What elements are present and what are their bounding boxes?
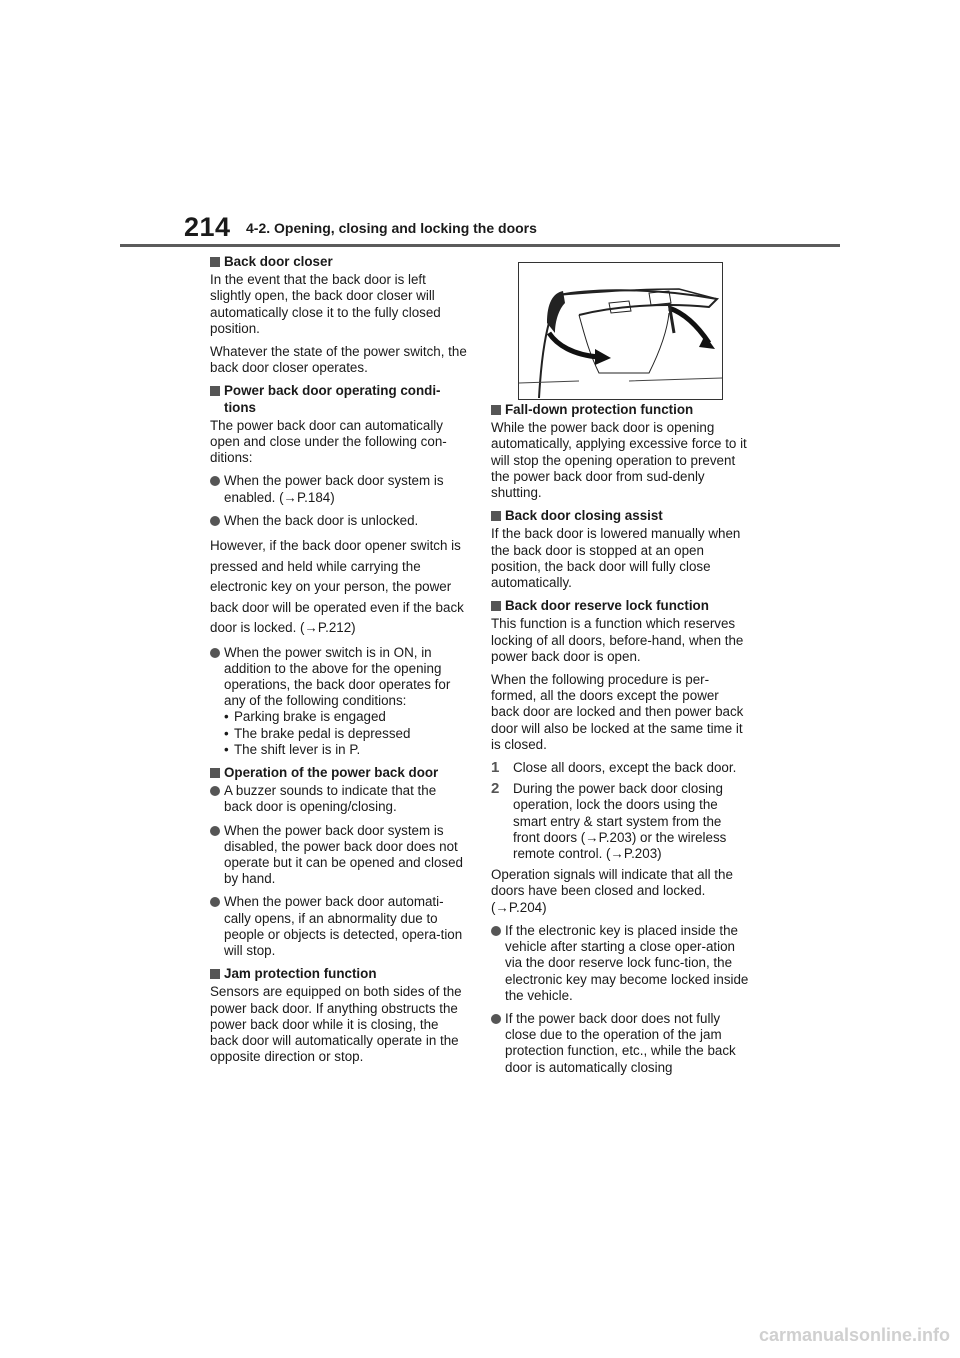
- paragraph: Whatever the state of the power switch, the back door closer operates.: [210, 344, 467, 376]
- bullet-item: If the electronic key is placed inside the vehicle after starting a close oper-ation via the door reserve lock func-tion, the electronic key may become locked inside the vehicle.: [491, 923, 749, 1004]
- bullet-item: If the power back door does not fully close due to the operation of the jam protection function, etc., while the back door is automatically closing: [491, 1011, 749, 1076]
- right-column: [491, 402, 749, 1083]
- bullet-item: When the power switch is in ON, in addition to the above for the opening operations, the back door operates for any of the following conditions:: [210, 645, 468, 710]
- heading-operation: Operation of the power back door: [210, 765, 468, 781]
- header-rule: [120, 244, 840, 247]
- step-item: [491, 781, 749, 862]
- bullet-item: When the back door is unlocked.: [210, 513, 468, 529]
- paragraph: However, if the back door opener switch is pressed and held while carrying the electronic key on your person, the power back door will be operated even if the back door is locked. (→P.212): [210, 538, 464, 636]
- step-text: During the power back door closing operation, lock the doors using the smart entry & start system from the front doors (→P.203) or the wireless remote control. (→P.203): [513, 781, 727, 862]
- paragraph: Sensors are equipped on both sides of the power back door. If anything obstructs the power back door while it is closing, the back door will automatically operate in the opposite direction or stop.: [210, 984, 462, 1065]
- sub-list-item: • The shift lever is in P.: [224, 742, 468, 758]
- sub-list-item: • Parking brake is engaged: [224, 709, 468, 725]
- sub-list: [210, 709, 468, 758]
- paragraph: This function is a function which reserves locking of all doors, before-hand, when the power back door is open.: [491, 616, 744, 664]
- back-door-illustration: [518, 262, 723, 400]
- bullet-item: When the power back door automati-cally opens, if an abnormality due to people or objects is detected, opera-tion will stop.: [210, 894, 468, 959]
- section-title: 4-2. Opening, closing and locking the doors: [246, 220, 537, 236]
- paragraph: If the back door is lowered manually when the back door is stopped at an open position, the back door will fully close automatically.: [491, 526, 741, 591]
- illustration-svg: [519, 263, 722, 399]
- page-number: 214: [184, 212, 231, 242]
- watermark: carmanualsonline.info: [758, 1325, 950, 1345]
- heading-closing-assist: Back door closing assist: [491, 508, 749, 524]
- heading-reserve-lock: Back door reserve lock function: [491, 598, 749, 614]
- bullet-item: When the power back door system is enabled. (→P.184): [210, 473, 468, 505]
- step-number: 1: [491, 759, 500, 777]
- heading-back-door-closer: Back door closer: [210, 254, 468, 270]
- step-item: [491, 760, 749, 776]
- bullet-item: A buzzer sounds to indicate that the back door is opening/closing.: [210, 783, 468, 815]
- heading-operating-conditions: Power back door operating condi-tions: [210, 383, 468, 415]
- paragraph: When the following procedure is per-formed, all the doors except the power back door are locked and then power back door will also be locked at the same time it is closed.: [491, 672, 744, 752]
- sub-list-item: • The brake pedal is depressed: [224, 726, 468, 742]
- bullet-item: When the power back door system is disabled, the power back door does not operate but it can be opened and closed by hand.: [210, 823, 468, 888]
- step-text: Close all doors, except the back door.: [513, 760, 737, 776]
- step-number: 2: [491, 780, 500, 798]
- paragraph: The power back door can automatically open and close under the following con-ditions:: [210, 417, 447, 466]
- left-column: [210, 254, 468, 1072]
- paragraph: In the event that the back door is left slightly open, the back door closer will automatically close it to the fully closed position.: [210, 272, 441, 336]
- page-header: [0, 0, 960, 250]
- paragraph: While the power back door is opening automatically, applying excessive force to it will stop the opening operation to prevent the power back door from sud-denly shutting.: [491, 420, 747, 501]
- heading-fall-down-protection: Fall-down protection function: [491, 402, 749, 418]
- paragraph: Operation signals will indicate that all the doors have been closed and locked. (→P.204): [491, 867, 733, 915]
- heading-jam-protection: Jam protection function: [210, 966, 468, 982]
